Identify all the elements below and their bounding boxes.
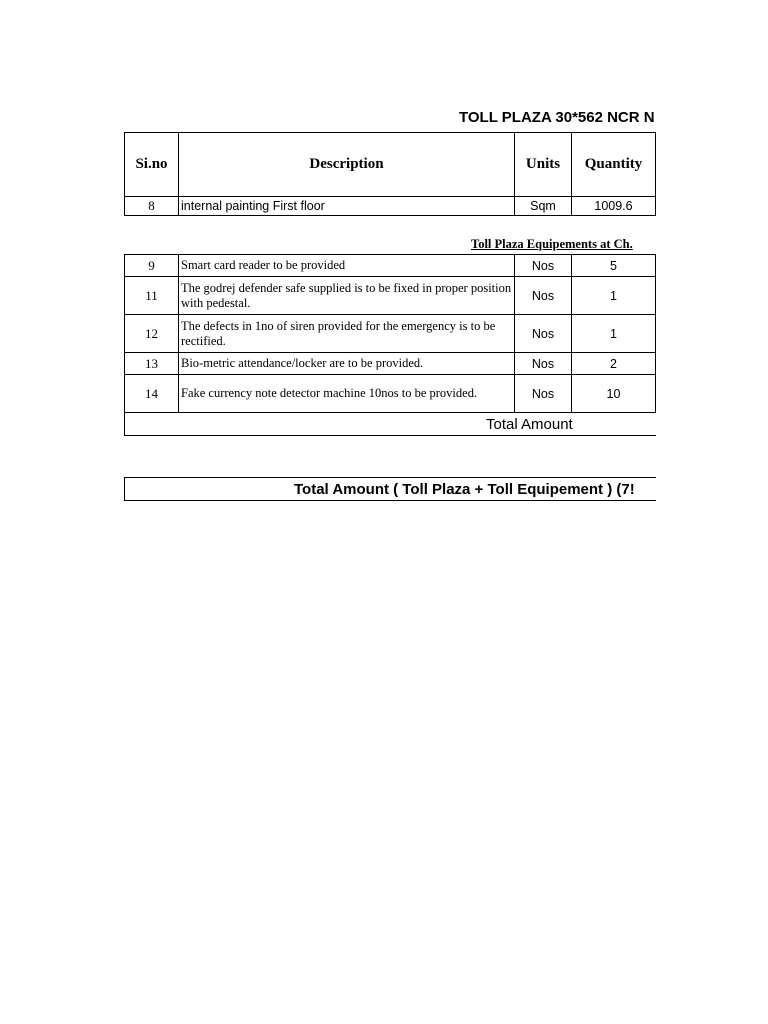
row-quantity: 5 bbox=[572, 255, 656, 277]
row-description: internal painting First floor bbox=[179, 197, 515, 216]
row-units: Sqm bbox=[515, 197, 572, 216]
header-units: Units bbox=[515, 133, 572, 197]
row-si-no: 13 bbox=[125, 353, 179, 375]
table-header-row bbox=[125, 133, 657, 197]
row-overflow-cell bbox=[656, 375, 657, 413]
table-row bbox=[125, 197, 657, 216]
row-overflow-cell bbox=[656, 353, 657, 375]
row-overflow-cell bbox=[656, 315, 657, 353]
grand-total-label: Total Amount ( Toll Plaza + Toll Equipement ) (7! bbox=[125, 478, 657, 501]
work-items-table bbox=[124, 132, 656, 216]
row-si-no: 14 bbox=[125, 375, 179, 413]
total-amount-row bbox=[125, 413, 657, 436]
row-si-no: 12 bbox=[125, 315, 179, 353]
row-description: The defects in 1no of siren provided for the emergency is to be rectified. bbox=[179, 315, 515, 353]
header-si-no: Si.no bbox=[125, 133, 179, 197]
row-description: Smart card reader to be provided bbox=[179, 255, 515, 277]
row-description: Bio-metric attendance/locker are to be provided. bbox=[179, 353, 515, 375]
row-description: The godrej defender safe supplied is to be fixed in proper position with pedestal. bbox=[179, 277, 515, 315]
row-quantity: 10 bbox=[572, 375, 656, 413]
row-units: Nos bbox=[515, 255, 572, 277]
row-si-no: 8 bbox=[125, 197, 179, 216]
row-quantity: 1009.6 bbox=[572, 197, 656, 216]
row-units: Nos bbox=[515, 375, 572, 413]
row-si-no: 11 bbox=[125, 277, 179, 315]
table-row bbox=[125, 315, 657, 353]
row-units: Nos bbox=[515, 353, 572, 375]
row-overflow-cell bbox=[656, 197, 657, 216]
total-amount-label: Total Amount bbox=[125, 413, 657, 436]
header-quantity: Quantity bbox=[572, 133, 656, 197]
section-title: Toll Plaza Equipements at Ch. bbox=[471, 237, 633, 251]
row-description: Fake currency note detector machine 10nos to be provided. bbox=[179, 375, 515, 413]
row-si-no: 9 bbox=[125, 255, 179, 277]
table-row bbox=[125, 277, 657, 315]
equipment-table bbox=[124, 254, 656, 436]
grand-total-table bbox=[124, 477, 656, 501]
row-units: Nos bbox=[515, 315, 572, 353]
row-quantity: 1 bbox=[572, 277, 656, 315]
row-quantity: 1 bbox=[572, 315, 656, 353]
row-units: Nos bbox=[515, 277, 572, 315]
grand-total-row bbox=[125, 478, 657, 501]
table-row bbox=[125, 353, 657, 375]
table-row bbox=[125, 375, 657, 413]
header-overflow-cell bbox=[656, 133, 657, 197]
document-title: TOLL PLAZA 30*562 NCR N bbox=[459, 109, 655, 126]
header-description: Description bbox=[179, 133, 515, 197]
row-overflow-cell bbox=[656, 255, 657, 277]
row-quantity: 2 bbox=[572, 353, 656, 375]
row-overflow-cell bbox=[656, 277, 657, 315]
table-row bbox=[125, 255, 657, 277]
